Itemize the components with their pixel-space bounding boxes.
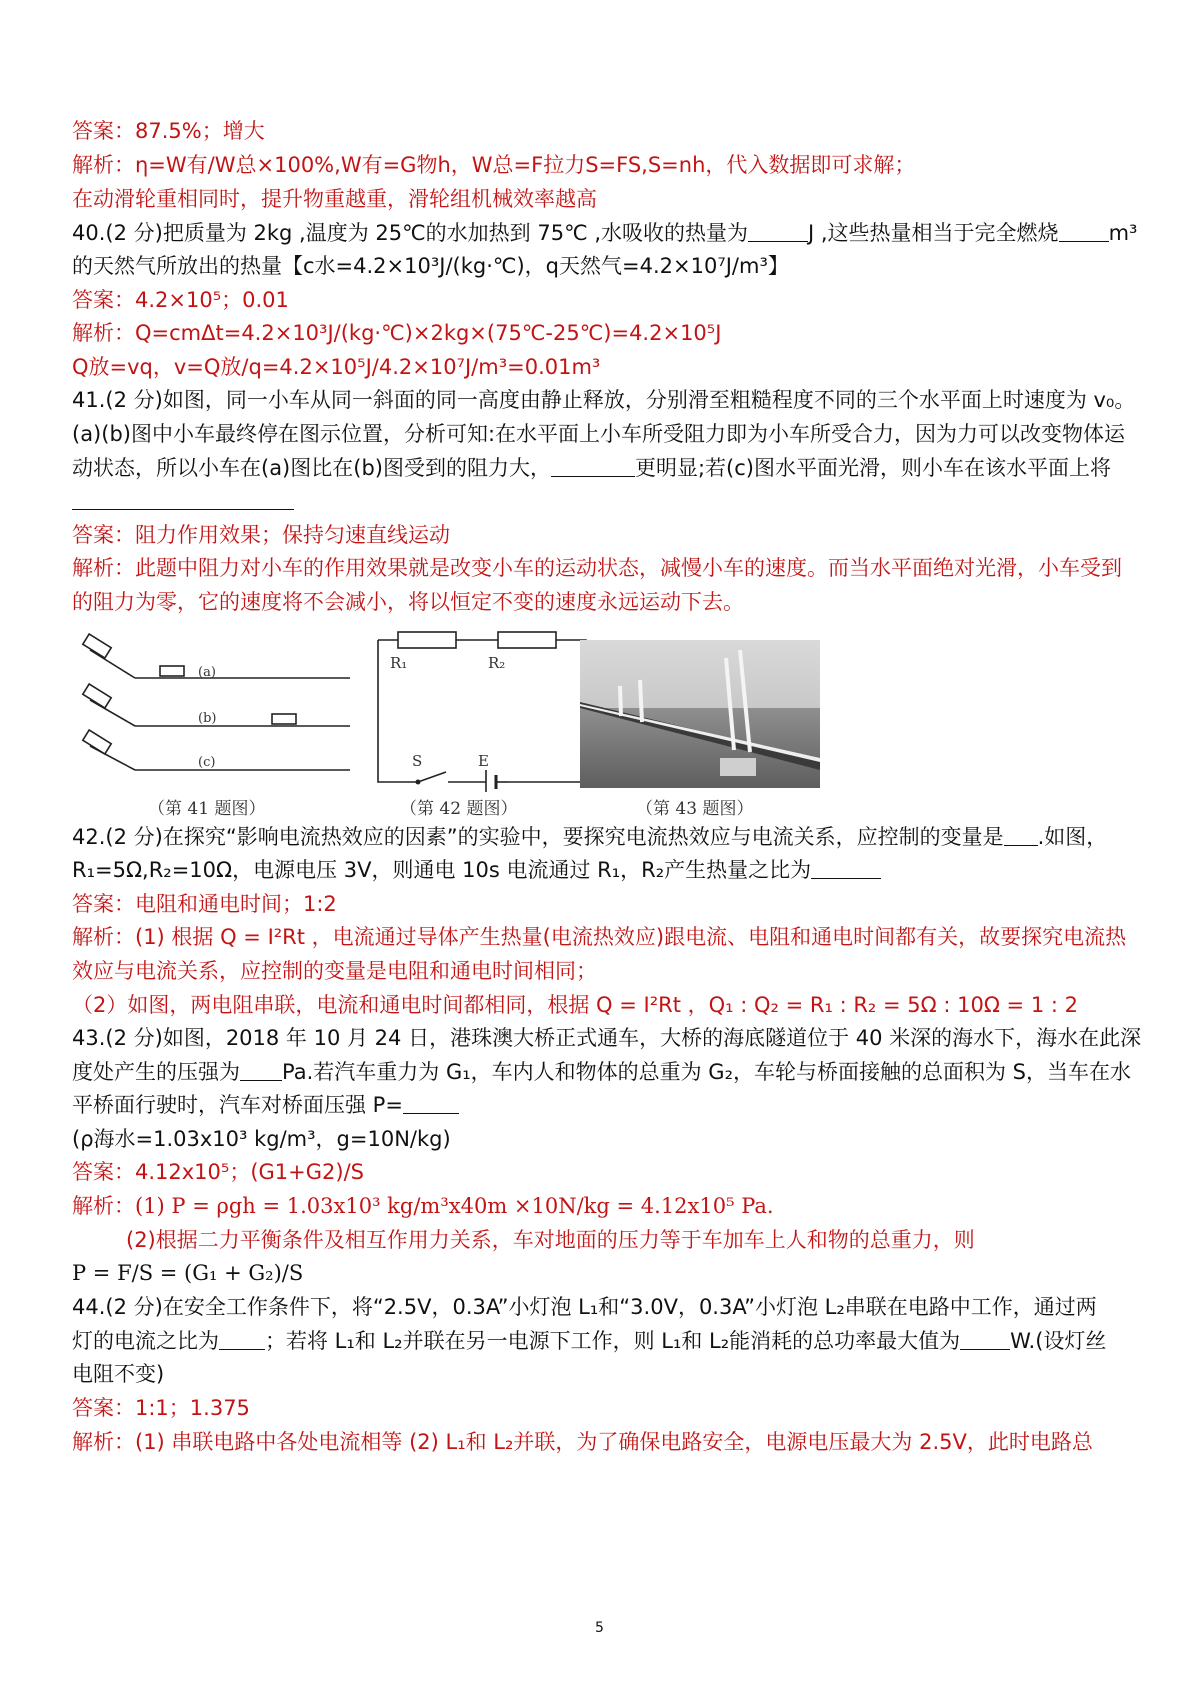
page-number: 5	[595, 1620, 604, 1636]
q42-analysis-2: 效应与电流关系，应控制的变量是电阻和通电时间相同；	[72, 959, 597, 983]
q41-blank-1[interactable]	[551, 456, 635, 477]
q43-blank-1[interactable]	[240, 1060, 282, 1081]
figure-42-circuit	[368, 630, 598, 800]
switch-contact	[416, 780, 421, 785]
q41-blank-2[interactable]	[72, 489, 294, 510]
q42-stem-1	[72, 822, 1132, 852]
resistor-r1	[398, 632, 456, 648]
fig43-caption: （第 43 题图）	[636, 799, 754, 819]
q40-analysis-2: Q放=vq，v=Q放/q=4.2×10⁵J/4.2×10⁷J/m³=0.01m³	[72, 355, 601, 379]
q41-stem-3b: 更明显;若(c)图水平面光滑，则小车在该水平面上将	[634, 456, 1111, 480]
q44-stem-1: 44.(2 分)在安全工作条件下，将“2.5V，0.3A”小灯泡 L₁和“3.0V，0.3A”小灯泡 L₂串联在电路中工作，通过两	[72, 1295, 1097, 1319]
q42-analysis-3: （2）如图，两电阻串联，电流和通电时间都相同，根据 Q = I²Rt ，Q₁ : Q₂ = R₁ : R₂ = 5Ω : 10Ω = 1 : 2	[72, 993, 1078, 1017]
q43-stem-3-text: 平桥面行驶时，汽车对桥面压强 P=	[72, 1093, 403, 1117]
q44-blank-2[interactable]	[960, 1329, 1010, 1350]
fig42-label-r2: R₂	[488, 654, 506, 672]
fig42-label-s: S	[412, 752, 423, 770]
q41-stem-3	[72, 453, 1132, 483]
q41-answer: 答案：阻力作用效果；保持匀速直线运动	[72, 523, 450, 547]
fig42-caption: （第 42 题图）	[400, 799, 518, 819]
resistor-r2	[498, 632, 556, 648]
q43-analysis-3: P = F/S = (G₁ + G₂)/S	[72, 1261, 304, 1285]
q40-stem-2: 的天然气所放出的热量【c水=4.2×10³J/(kg·℃)，q天然气=4.2×10⁷J/m³】	[72, 254, 789, 278]
q43-answer: 答案：4.12x10⁵；(G1+G2)/S	[72, 1160, 364, 1184]
q43-stem-4: (ρ海水=1.03x10³ kg/m³，g=10N/kg)	[72, 1127, 451, 1151]
q43-blank-2[interactable]	[403, 1093, 459, 1114]
fig42-label-e: E	[478, 752, 489, 770]
figure-41-inclines	[80, 630, 360, 790]
q42-answer: 答案：电阻和通电时间；1:2	[72, 892, 337, 916]
q44-answer: 答案：1:1；1.375	[72, 1396, 250, 1420]
q41-blank-line	[72, 486, 1132, 516]
q43-stem-1: 43.(2 分)如图，2018 年 10 月 24 日，港珠澳大桥正式通车，大桥的海底隧道位于 40 米深的海水下，海水在此深	[72, 1026, 1142, 1050]
q40-blank-2[interactable]	[1059, 221, 1109, 242]
q41-stem-3a: 动状态，所以小车在(a)图比在(b)图受到的阻力大，	[72, 456, 551, 480]
q40-stem-1c: m³	[1108, 221, 1138, 245]
q43-analysis-2: (2)根据二力平衡条件及相互作用力关系，车对地面的压力等于车加车上人和物的总重力，则	[126, 1228, 975, 1252]
q44-stem-2c: W.(设灯丝	[1010, 1329, 1107, 1353]
q39-analysis-2: 在动滑轮重相同时，提升物重越重，滑轮组机械效率越高	[72, 187, 597, 211]
q44-stem-3: 电阻不变)	[72, 1362, 165, 1386]
q40-stem-1b: J ,这些热量相当于完全燃烧	[808, 221, 1059, 245]
q43-stem-3	[72, 1090, 1132, 1120]
cart-icon-a-stop	[160, 666, 184, 676]
q43-stem-2b: Pa.若汽车重力为 G₁，车内人和物体的总重为 G₂，车轮与桥面接触的总面积为 S，当车在水	[282, 1060, 1131, 1084]
q40-blank-1[interactable]	[748, 221, 808, 242]
cart-icon-b-stop	[272, 714, 296, 724]
q42-stem-1b: .如图，	[1037, 825, 1108, 849]
q44-analysis-1: 解析：(1) 串联电路中各处电流相等 (2) L₁和 L₂并联，为了确保电路安全，电源电压最大为 2.5V，此时电路总	[72, 1430, 1093, 1454]
q44-stem-2b: ；若将 L₁和 L₂并联在另一电源下工作，则 L₁和 L₂能消耗的总功率最大值为	[265, 1329, 961, 1353]
fig41-label-a: (a)	[198, 665, 216, 680]
q40-analysis-1: 解析：Q=cmΔt=4.2×10³J/(kg·℃)×2kg×(75℃-25℃)=4.2×10⁵J	[72, 321, 722, 345]
q39-analysis-1: 解析：η=W有/W总×100%,W有=G物h，W总=F拉力S=FS,S=nh，代入数据即可求解；	[72, 153, 916, 177]
fig41-label-b: (b)	[198, 711, 217, 726]
q40-stem-1a: 40.(2 分)把质量为 2kg ,温度为 25℃的水加热到 75℃ ,水吸收的热量为	[72, 221, 749, 245]
q44-blank-1[interactable]	[219, 1329, 265, 1350]
q41-stem-1: 41.(2 分)如图，同一小车从同一斜面的同一高度由静止释放，分别滑至粗糙程度不同的三个水平面上时速度为 v₀。	[72, 388, 1136, 412]
fig42-label-r1: R₁	[390, 654, 408, 672]
q41-analysis-1: 解析：此题中阻力对小车的作用效果就是改变小车的运动状态，减慢小车的速度。而当水平面绝对光滑，小车受到	[72, 556, 1122, 580]
q44-stem-2	[72, 1326, 1132, 1356]
fig41-caption: （第 41 题图）	[148, 799, 266, 819]
q42-blank-2[interactable]	[811, 858, 881, 879]
q42-stem-2-text: R₁=5Ω,R₂=10Ω，电源电压 3V，则通电 10s 电流通过 R₁，R₂产生热量之比为	[72, 858, 812, 882]
q39-answer: 答案：87.5%；增大	[72, 119, 265, 143]
q41-stem-2: (a)(b)图中小车最终停在图示位置，分析可知:在水平面上小车所受阻力即为小车所受合力，因为力可以改变物体运	[72, 422, 1126, 446]
q42-stem-2	[72, 855, 1132, 885]
q43-stem-2a: 度处产生的压强为	[72, 1060, 240, 1084]
cart-icons	[83, 634, 296, 754]
q41-analysis-2: 的阻力为零，它的速度将不会减小，将以恒定不变的速度永远运动下去。	[72, 590, 744, 614]
q42-stem-1a: 42.(2 分)在探究“影响电流热效应的因素”的实验中，要探究电流热效应与电流关系，应控制的变量是	[72, 825, 1004, 849]
figure-43-bridge-photo	[580, 640, 820, 788]
q42-blank-1[interactable]	[1004, 825, 1038, 846]
q43-analysis-1: 解析：(1) P = ρgh = 1.03x10³ kg/m³x40m ×10N/kg = 4.12x10⁵ Pa.	[72, 1194, 774, 1218]
q42-analysis-1: 解析：(1) 根据 Q = I²Rt ，电流通过导体产生热量(电流热效应)跟电流、电阻和通电时间都有关，故要探究电流热	[72, 925, 1127, 949]
q40-answer: 答案：4.2×10⁵；0.01	[72, 288, 289, 312]
q40-stem-1	[72, 218, 1138, 248]
fig41-label-c: (c)	[198, 755, 216, 770]
q43-stem-2	[72, 1057, 1132, 1087]
q44-stem-2a: 灯的电流之比为	[72, 1329, 219, 1353]
